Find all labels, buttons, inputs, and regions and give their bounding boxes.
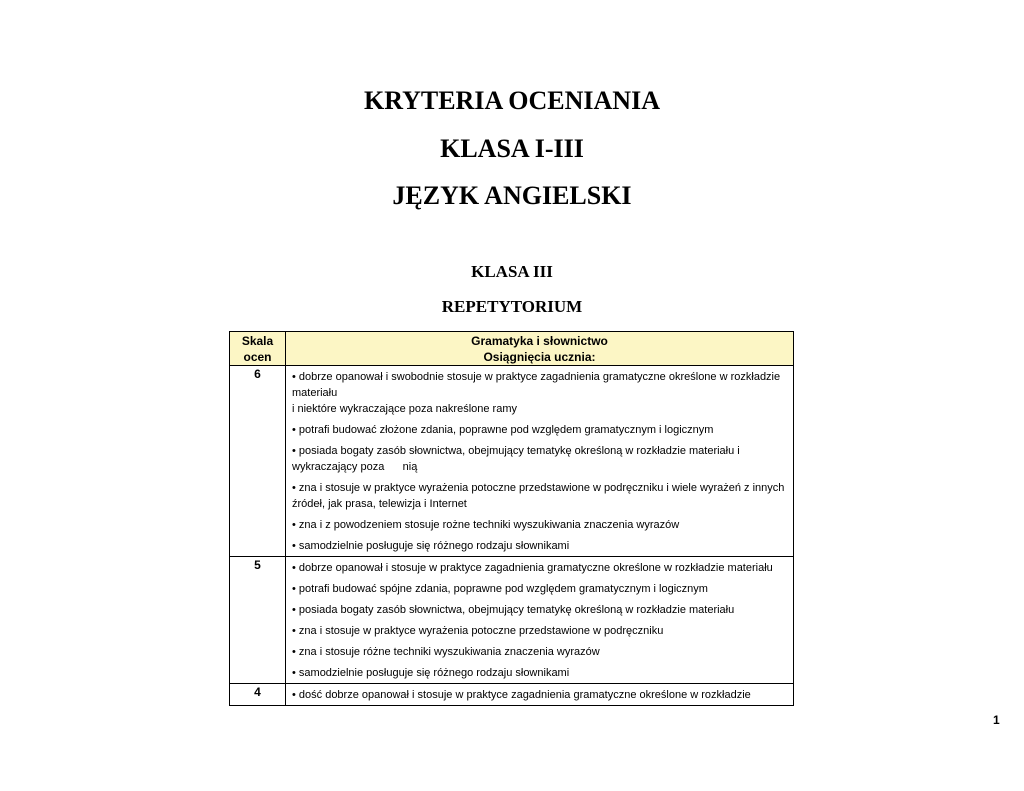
header-scale-line: Skala — [241, 334, 274, 348]
criterion-item: • samodzielnie posługuje się różnego rodzaju słownikami — [292, 540, 570, 552]
grade-cell: 6 — [230, 366, 286, 557]
document-title-line-2: KLASA I-III — [440, 134, 584, 163]
criteria-cell — [286, 366, 794, 557]
document-title-line-3: JĘZYK ANGIELSKI — [392, 181, 632, 210]
header-achievements-cell — [286, 332, 794, 366]
header-achievements-line: Gramatyka i słownictwo — [471, 334, 608, 348]
criterion-item: • zna i stosuje w praktyce wyrażenia potoczne przedstawione w podręczniku — [292, 625, 664, 637]
section-subtitle-class: KLASA III — [471, 262, 553, 281]
criterion-item: • zna i stosuje w praktyce wyrażenia potoczne przedstawione w podręczniku i wiele wyrażeń z innych źródeł, jak prasa, telewizja i Internet — [292, 482, 788, 510]
criterion-item: • dobrze opanował i stosuje w praktyce zagadnienia gramatyczne określone w rozkładzie materiału — [292, 562, 773, 574]
grade-cell: 5 — [230, 557, 286, 684]
page-number: 1 — [993, 713, 1000, 727]
criterion-item: • posiada bogaty zasób słownictwa, obejmujący tematykę określoną w rozkładzie materiału i wykraczający poza nią — [292, 445, 743, 473]
criterion-item: • dość dobrze opanował i stosuje w praktyce zagadnienia gramatyczne określone w rozkładzie — [292, 689, 751, 701]
header-achievements-line: Osiągnięcia ucznia: — [483, 350, 596, 364]
criterion-item: • posiada bogaty zasób słownictwa, obejmujący tematykę określoną w rozkładzie materiału — [292, 604, 735, 616]
criteria-table — [229, 331, 794, 706]
document-title-line-1: KRYTERIA OCENIANIA — [364, 86, 660, 115]
criterion-item: • dobrze opanował i swobodnie stosuje w praktyce zagadnienia gramatyczne określone w rozkładzie materiału i niektóre wykraczające poza nakreślone ramy — [292, 371, 781, 415]
header-scale-cell — [230, 332, 286, 366]
grade-cell: 4 — [230, 684, 286, 706]
header-scale-line: ocen — [243, 350, 272, 364]
criteria-cell — [286, 557, 794, 684]
criterion-item: • potrafi budować spójne zdania, poprawne pod względem gramatycznym i logicznym — [292, 583, 708, 595]
criteria-cell — [286, 684, 794, 706]
criterion-item: • potrafi budować złożone zdania, poprawne pod względem gramatycznym i logicznym — [292, 424, 714, 436]
table-row — [230, 366, 794, 557]
criterion-item: • zna i stosuje różne techniki wyszukiwania znaczenia wyrazów — [292, 646, 600, 658]
table-row — [230, 557, 794, 684]
criterion-item: • zna i z powodzeniem stosuje rożne techniki wyszukiwania znaczenia wyrazów — [292, 519, 680, 531]
criterion-item: • samodzielnie posługuje się różnego rodzaju słownikami — [292, 667, 570, 679]
table-row — [230, 684, 794, 706]
table-header-row — [230, 332, 794, 366]
section-subtitle-book: REPETYTORIUM — [441, 297, 583, 316]
